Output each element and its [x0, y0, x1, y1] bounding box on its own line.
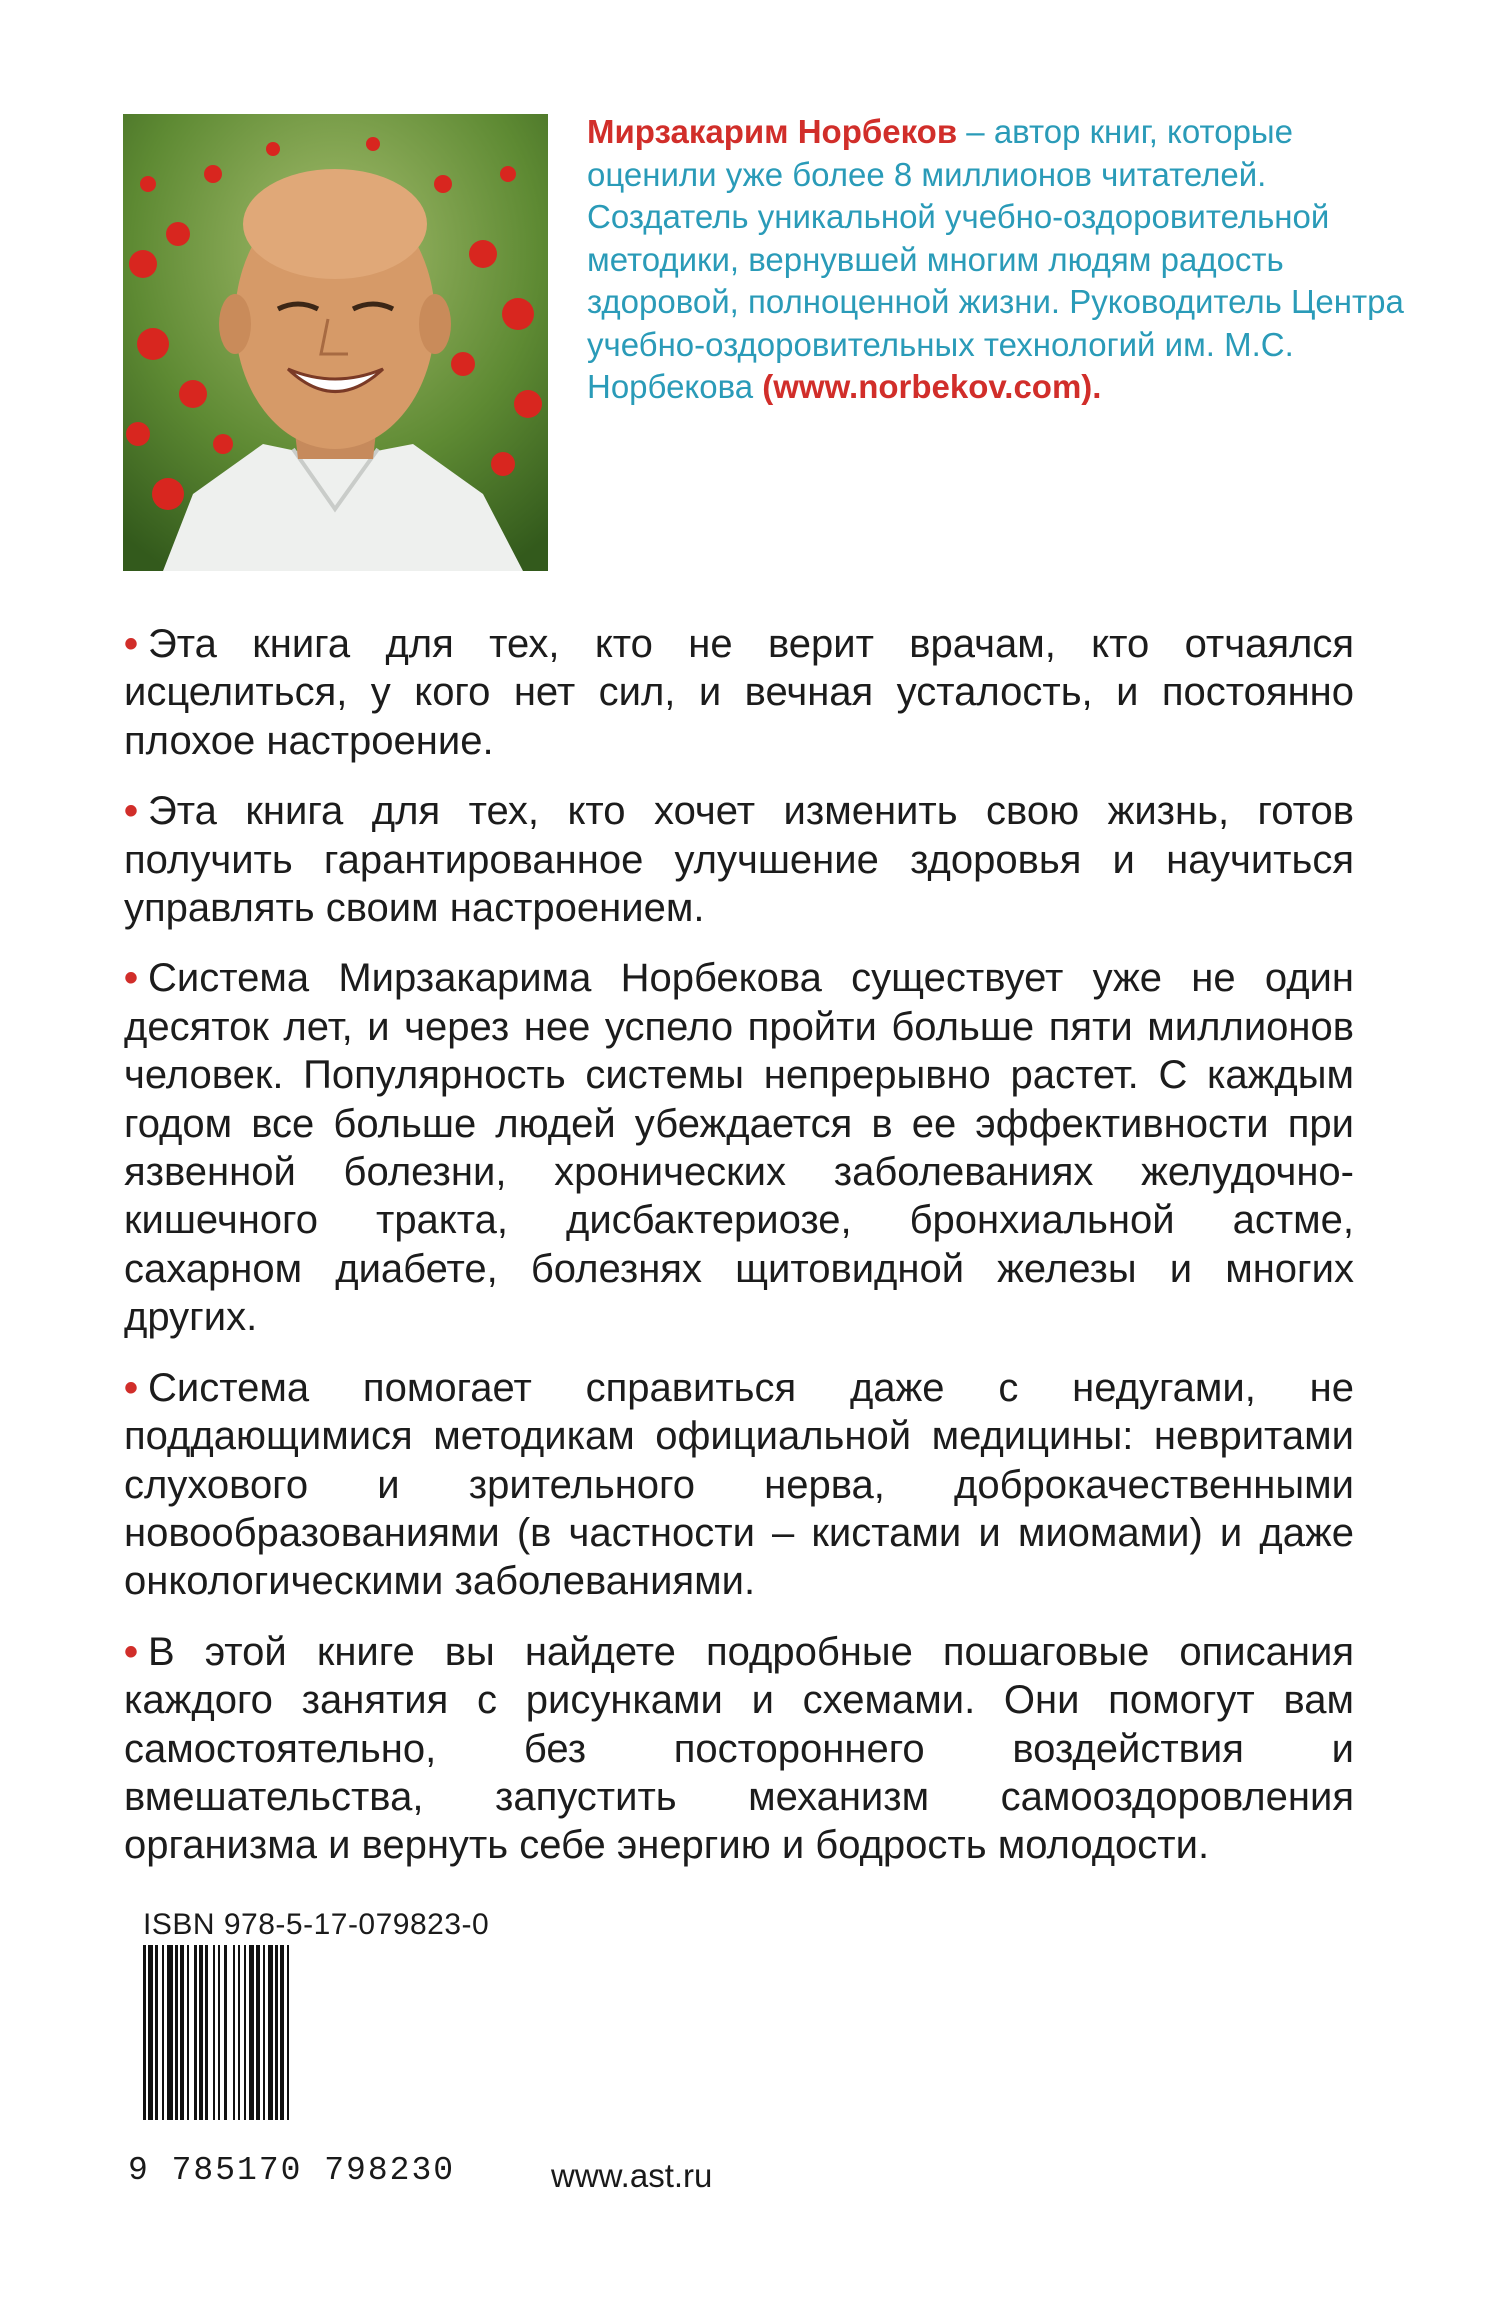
paragraph-text: Эта книга для тех, кто хочет изменить свою жизнь, готов получить гарантированное улучшение здоровья и научиться управлять своим настроением.	[124, 789, 1354, 931]
author-bio	[587, 111, 1427, 409]
author-portrait-image	[123, 114, 548, 571]
bullet-icon: •	[124, 789, 139, 834]
bullet-icon: •	[124, 1365, 139, 1410]
paragraph-text: Система помогает справиться даже с недугами, не поддающимися методикам официальной медицины: невритами слухового и зрительного нерва, доброкачественными новообразованиями (в частности – кистами и миомами) и даже онкологическими заболеваниями.	[124, 1365, 1354, 1604]
bullet-icon: •	[124, 1629, 139, 1674]
isbn-barcode	[143, 1945, 491, 2120]
publisher-url[interactable]: www.ast.ru	[551, 2157, 713, 2194]
barcode-graphic	[143, 1945, 491, 2120]
description-body	[124, 620, 1354, 1892]
description-paragraph-2	[124, 787, 1354, 932]
author-website-link[interactable]: (www.norbekov.com).	[762, 368, 1102, 405]
author-bio-text: – автор книг, которые оценили уже более 8 миллионов читателей. Создатель уникальной учебно-оздоровительной методики, вернувшей многим людям радость здоровой, полноценной жизни. Руководитель Центра учебно-оздоровительных технологий им. М.С. Норбекова	[587, 113, 1404, 405]
barcode-digits: 9 785170 798230	[128, 2152, 456, 2189]
description-paragraph-1	[124, 620, 1354, 765]
paragraph-text: Система Мирзакарима Норбекова существует уже не один десяток лет, и через нее успело пройти больше пяти миллионов человек. Популярность системы непрерывно растет. С каждым годом все больше людей убеждается в ее эффективности при язвенной болезни, хронических заболеваниях желудочно-кишечного тракта, дисбактериозе, бронхиальной астме, сахарном диабете, болезнях щитовидной железы и многих других.	[124, 956, 1354, 1340]
description-paragraph-5	[124, 1628, 1354, 1870]
paragraph-text: В этой книге вы найдете подробные пошаговые описания каждого занятия с рисунками и схемами. Они помогут вам самостоятельно, без постороннего воздействия и вмешательства, запустить механизм самооздоровления организма и вернуть себе энергию и бодрость молодости.	[124, 1629, 1354, 1868]
author-name: Мирзакарим Норбеков	[587, 113, 958, 150]
paragraph-text: Эта книга для тех, кто не верит врачам, кто отчаялся исцелиться, у кого нет сил, и вечная усталость, и постоянно плохое настроение.	[124, 622, 1354, 763]
description-paragraph-3	[124, 954, 1354, 1341]
description-paragraph-4	[124, 1364, 1354, 1606]
isbn-label: ISBN 978-5-17-079823-0	[143, 1908, 490, 1941]
author-photo	[123, 114, 548, 571]
bullet-icon: •	[124, 622, 139, 666]
bullet-icon: •	[124, 956, 139, 1001]
